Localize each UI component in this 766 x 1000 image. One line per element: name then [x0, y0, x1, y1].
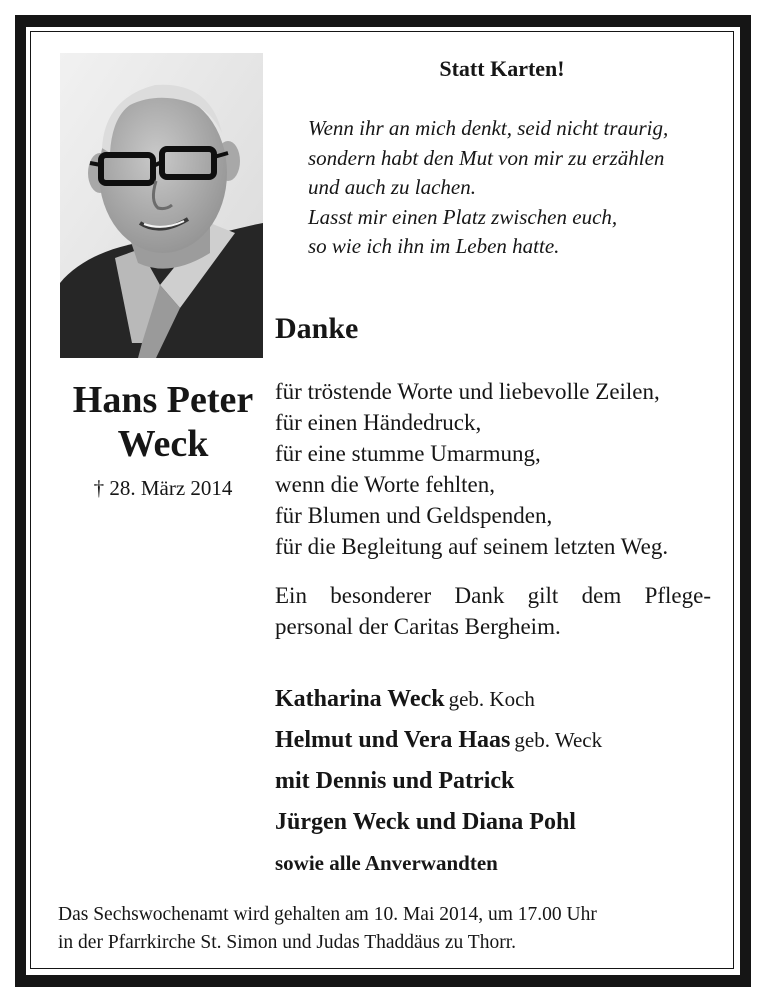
family-closing: sowie alle Anverwandten: [275, 851, 498, 875]
poem-line: sondern habt den Mut von mir zu erzählen: [308, 145, 665, 170]
special-thanks-line: personal der Caritas Bergheim.: [275, 614, 561, 639]
family-member-suffix: geb. Koch: [448, 687, 535, 711]
thanks-line: für eine stumme Umarmung,: [275, 441, 541, 466]
deceased-name-first: Hans Peter: [72, 379, 254, 421]
family-signatures: [275, 680, 602, 882]
deceased-name-last: Weck: [117, 423, 209, 465]
thanks-line: für einen Händedruck,: [275, 410, 482, 435]
thanks-line: wenn die Worte fehlten,: [275, 472, 495, 497]
poem-line: so wie ich ihn im Leben hatte.: [308, 234, 560, 258]
poem-line: Lasst mir einen Platz zwischen euch,: [308, 204, 618, 229]
family-member: [275, 680, 602, 721]
family-member-suffix: geb. Weck: [514, 728, 603, 752]
death-date: † 28. März 2014: [93, 476, 233, 500]
family-member: [275, 762, 602, 803]
poem-line: Wenn ihr an mich denkt, seid nicht traurig,: [308, 116, 669, 140]
deceased-info: [40, 378, 286, 501]
poem: [308, 114, 668, 262]
family-member: [275, 803, 602, 844]
family-member-name: Jürgen Weck und Diana Pohl: [275, 809, 576, 835]
service-announcement: [58, 901, 597, 957]
thanks-line: für die Begleitung auf seinem letzten Weg.: [275, 534, 669, 559]
header-title: Statt Karten!: [439, 56, 565, 81]
poem-line: und auch zu lachen.: [308, 175, 476, 199]
footer-line: Das Sechswochenamt wird gehalten am 10. Mai 2014, um 17.00 Uhr: [58, 904, 597, 925]
thanks-list: [275, 376, 668, 562]
footer-line: in der Pfarrkirche St. Simon und Judas Thaddäus zu Thorr.: [58, 932, 517, 953]
family-member-name: Helmut und Vera Haas: [275, 727, 511, 753]
thanks-line: für tröstende Worte und liebevolle Zeilen,: [275, 379, 660, 404]
thanks-heading: Danke: [275, 312, 359, 345]
family-member-name: Katharina Weck: [275, 686, 445, 712]
special-thanks: [275, 580, 711, 642]
family-member-name: mit Dennis und Patrick: [275, 768, 515, 794]
thanks-line: für Blumen und Geldspenden,: [275, 503, 553, 528]
portrait-photo: [60, 53, 263, 358]
family-member: [275, 721, 602, 762]
special-thanks-line: Ein besonderer Dank gilt dem Pflege-: [275, 583, 711, 608]
